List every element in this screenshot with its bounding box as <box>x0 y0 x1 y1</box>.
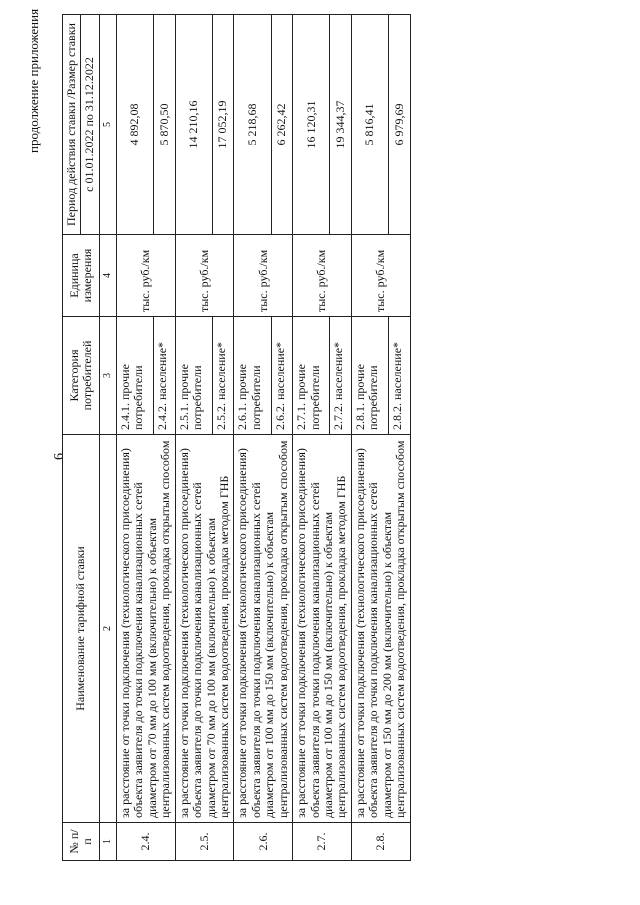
unit: тыс. руб./км <box>351 235 410 317</box>
consumer-category: 2.7.2. население* <box>330 317 352 435</box>
column-index: 1 <box>99 823 116 861</box>
table-row <box>351 15 388 861</box>
rate-name: за расстояние от точки подключения (технологического присоединения) объекта заявителя до точки подключения канализационных сетей диаметром от 150 мм до 200 мм (включительно) к объектам централизованных систем водоотведения, прокладка открытым способом <box>351 435 410 823</box>
rate-value: 5 870,50 <box>154 15 176 235</box>
column-index-row <box>99 15 116 861</box>
consumer-category: 2.6.1. прочие потребители <box>234 317 271 435</box>
row-number: 2.8. <box>351 823 410 861</box>
rate-value: 6 979,69 <box>389 15 411 235</box>
table-row <box>293 15 330 861</box>
tariff-table <box>62 14 411 861</box>
rate-name: за расстояние от точки подключения (технологического присоединения) объекта заявителя до точки подключения канализационных сетей диаметром от 100 мм до 150 мм (включительно) к объектам централизованных систем водоотведения, прокладка методом ГНБ <box>293 435 352 823</box>
rate-name: за расстояние от точки подключения (технологического присоединения) объекта заявителя до точки подключения канализационных сетей диаметром от 70 мм до 100 мм (включительно) к объектам централизованных систем водоотведения, прокладка методом ГНБ <box>175 435 234 823</box>
row-number: 2.7. <box>293 823 352 861</box>
rate-value: 5 218,68 <box>234 15 271 235</box>
column-index: 4 <box>99 235 116 317</box>
consumer-category: 2.8.2. население* <box>389 317 411 435</box>
consumer-category: 2.4.1. прочие потребители <box>116 317 153 435</box>
row-number: 2.6. <box>234 823 293 861</box>
rate-value: 16 120,31 <box>293 15 330 235</box>
continuation-note: продолжение приложения <box>26 8 41 153</box>
unit: тыс. руб./км <box>175 235 234 317</box>
header-num: № п/п <box>63 823 100 861</box>
unit: тыс. руб./км <box>293 235 352 317</box>
table-row <box>116 15 153 861</box>
header-unit: Единица измерения <box>63 235 100 317</box>
column-index: 2 <box>99 435 116 823</box>
header-category: Категория потребителей <box>63 317 100 435</box>
consumer-category: 2.4.2. население* <box>154 317 176 435</box>
column-index: 5 <box>99 15 116 235</box>
rate-name: за расстояние от точки подключения (технологического присоединения) объекта заявителя до точки подключения канализационных сетей диаметром от 70 мм до 100 мм (включительно) к объектам централизованных систем водоотведения, прокладка открытым способом <box>116 435 175 823</box>
column-index: 3 <box>99 317 116 435</box>
rate-name: за расстояние от точки подключения (технологического присоединения) объекта заявителя до точки подключения канализационных сетей диаметром от 100 мм до 150 мм (включительно) к объектам централизованных систем водоотведения, прокладка открытым способом <box>234 435 293 823</box>
rate-value: 6 262,42 <box>271 15 293 235</box>
header-period-range: с 01.01.2022 по 31.12.2022 <box>81 15 99 235</box>
rate-value: 17 052,19 <box>212 15 234 235</box>
row-number: 2.5. <box>175 823 234 861</box>
consumer-category: 2.5.1. прочие потребители <box>175 317 212 435</box>
table-row <box>234 15 271 861</box>
header-period: Период действия ставки /Размер ставки <box>63 15 81 235</box>
consumer-category: 2.8.1. прочие потребители <box>351 317 388 435</box>
page-number: 6 <box>52 453 67 460</box>
header-name: Наименование тарифной ставки <box>63 435 100 823</box>
consumer-category: 2.6.2. население* <box>271 317 293 435</box>
rate-value: 14 210,16 <box>175 15 212 235</box>
row-number: 2.4. <box>116 823 175 861</box>
rate-value: 19 344,37 <box>330 15 352 235</box>
consumer-category: 2.5.2. население* <box>212 317 234 435</box>
unit: тыс. руб./км <box>234 235 293 317</box>
rate-value: 4 892,08 <box>116 15 153 235</box>
consumer-category: 2.7.1. прочие потребители <box>293 317 330 435</box>
table-row <box>175 15 212 861</box>
rate-value: 5 816,41 <box>351 15 388 235</box>
unit: тыс. руб./км <box>116 235 175 317</box>
